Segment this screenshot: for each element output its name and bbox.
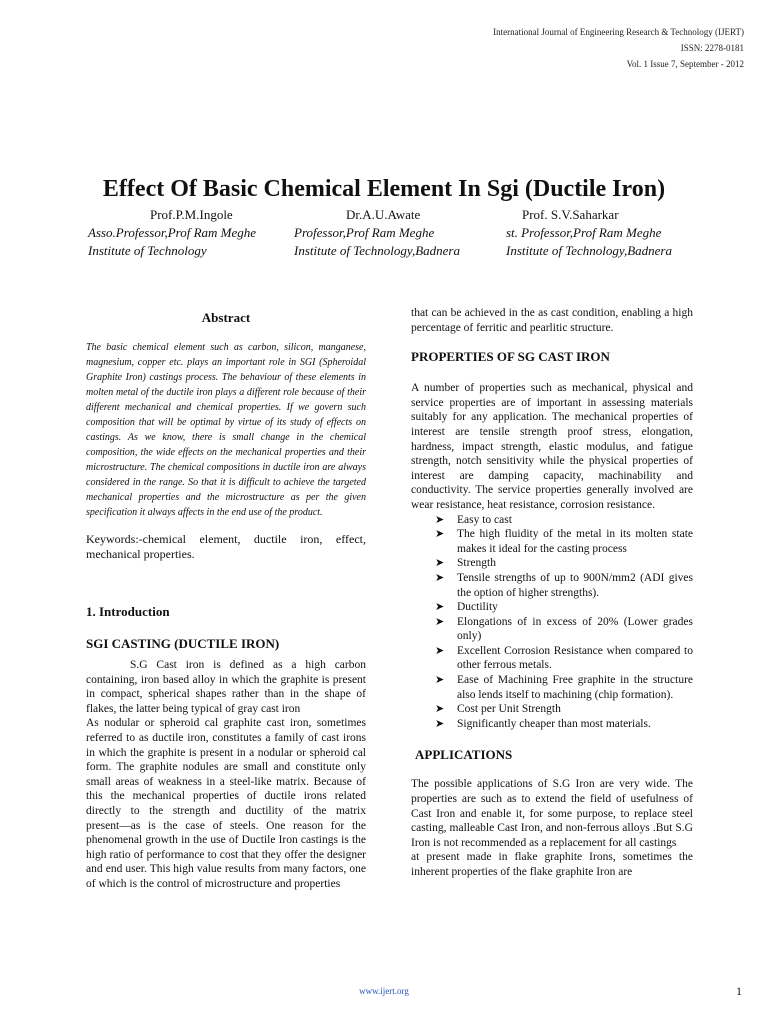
applications-paragraph-2: at present made in flake graphite Irons, sometimes the inherent properties of the flake graphite Iron are: [411, 851, 693, 878]
page-number: 1: [736, 984, 742, 998]
intro-paragraph-1: S.G Cast iron is defined as a high carbon containing, iron based alloy in which the graphite is present in compact, spherical shapes rather than in the shape of flakes, the latter being typical of gray cast iron: [86, 659, 366, 715]
author-affiliation-institute: Institute of Technology: [88, 243, 207, 258]
author-3: [506, 206, 706, 260]
author-affiliation: Asso.Professor,Prof Ram Meghe: [88, 225, 257, 240]
arrowhead-bullet-icon: ➤: [435, 644, 445, 657]
bullet-item: [435, 615, 693, 644]
bullet-item: [435, 556, 693, 571]
journal-name: International Journal of Engineering Research & Technology (IJERT): [493, 27, 744, 37]
author-affiliation-institute: Institute of Technology,Badnera: [294, 243, 460, 258]
bullet-text: The high fluidity of the metal in its molten state makes it ideal for the casting process: [457, 528, 693, 555]
right-column: [411, 306, 693, 880]
properties-bullet-list: [411, 513, 693, 732]
author-name: Dr.A.U.Awate: [346, 207, 421, 222]
bullet-item: [435, 571, 693, 600]
applications-heading: APPLICATIONS: [415, 747, 513, 763]
author-1: [88, 206, 298, 260]
sgi-casting-heading: SGI CASTING (DUCTILE IRON): [86, 636, 280, 651]
author-affiliation: st. Professor,Prof Ram Meghe: [506, 225, 662, 240]
bullet-text: Elongations of in excess of 20% (Lower grades only): [457, 615, 693, 643]
author-affiliation: Professor,Prof Ram Meghe: [294, 225, 435, 240]
bullet-item: [435, 717, 693, 732]
left-column: [86, 306, 366, 892]
bullet-text: Excellent Corrosion Resistance when compared to other ferrous metals.: [457, 644, 693, 672]
introduction-heading: 1. Introduction: [86, 604, 170, 619]
author-2: [294, 206, 504, 260]
bullet-text: Easy to cast: [457, 513, 512, 526]
journal-header: [344, 24, 744, 72]
bullet-item: [435, 673, 693, 702]
bullet-text: Cost per Unit Strength: [457, 703, 561, 716]
properties-paragraph: A number of properties such as mechanical, physical and service properties are of important in assessing materials suitably for any application. The mechanical properties of interest are tensile strength proof stress, elongation, hardness, impact strength, elastic modulus, and fatigue strength, notch sensitivity while the physical properties of interest are damping capacity, machinability and conductivity. The service properties generally involved are wear resistance, heat resistance, corrosion resistance.: [411, 382, 693, 511]
journal-issn: ISSN: 2278-0181: [680, 43, 744, 53]
footer-url[interactable]: www.ijert.org: [359, 986, 409, 996]
arrowhead-bullet-icon: ➤: [435, 615, 445, 628]
abstract-heading: Abstract: [201, 310, 251, 325]
author-block: [84, 206, 704, 266]
author-name: Prof.P.M.Ingole: [150, 207, 233, 222]
applications-paragraph-1: The possible applications of S.G Iron are very wide. The properties are such as to extend the field of usefulness of Cast Iron and enable it, for some purpose, to replace steel casting, malleable Cast Iron, and non-ferrous alloys .But S.G Iron is not recommended as a replacement for all castings: [411, 778, 693, 849]
author-affiliation-institute: Institute of Technology,Badnera: [506, 243, 672, 258]
bullet-text: Strength: [457, 557, 496, 570]
intro-paragraph-2: As nodular or spheroid cal graphite cast iron, sometimes referred to as ductile iron, constitutes a family of cast irons in which the graphite is present in a nodular or spheroid cal form. The graphite nodules are small and constitute only small areas of weakness in a steel-like matrix. Because of this the mechanical properties of ductile irons related directly to the strength and ductility of the matrix present―as is the case of steels. One reason for the phenomenal growth in the use of Ductile Iron castings is the high ratio of performance to cost that they offer the designer and end user. This high value results from many factors, one of which is the control of microstructure and properties: [86, 717, 366, 890]
journal-volume: Vol. 1 Issue 7, September - 2012: [626, 59, 744, 69]
properties-heading: PROPERTIES OF SG CAST IRON: [411, 349, 610, 365]
bullet-text: Ease of Machining Free graphite in the structure also lends itself to machining (chip formation).: [457, 674, 693, 701]
arrowhead-bullet-icon: ➤: [435, 571, 445, 584]
arrowhead-bullet-icon: ➤: [435, 557, 445, 570]
bullet-item: [435, 513, 693, 528]
arrowhead-bullet-icon: ➤: [435, 528, 445, 541]
arrowhead-bullet-icon: ➤: [435, 703, 445, 716]
arrowhead-bullet-icon: ➤: [435, 601, 445, 614]
bullet-item: [435, 702, 693, 717]
bullet-text: Significantly cheaper than most materials.: [457, 717, 651, 730]
abstract-text: The basic chemical element such as carbon, silicon, manganese, magnesium, copper etc. plays an important role in SGI (Spheroidal Graphite Iron) castings process. The behaviour of these elements in molten metal of the ductile iron plays a different role because of their different mechanical and chemical properties. If we govern such composition that will be optimal by virtue of its study of effects on castings. As we know, there is small change in the chemical composition, the wide effects on the mechanical properties and their microstructure. The chemical compositions in ductile iron are always considered in the range. So that it is difficult to achieve the targeted mechanical properties and the microstructure as per the given specification it always affects in the end use of the product.: [86, 342, 366, 518]
continued-paragraph: that can be achieved in the as cast condition, enabling a high percentage of ferritic and pearlitic structure.: [411, 307, 693, 334]
bullet-item: [435, 600, 693, 615]
bullet-item: [435, 644, 693, 673]
paper-title: Effect Of Basic Chemical Element In Sgi (Ductile Iron): [102, 176, 666, 202]
arrowhead-bullet-icon: ➤: [435, 513, 445, 526]
arrowhead-bullet-icon: ➤: [435, 674, 445, 687]
author-name: Prof. S.V.Saharkar: [522, 207, 619, 222]
bullet-text: Tensile strengths of up to 900N/mm2 (ADI gives the option of higher strengths).: [457, 571, 693, 599]
arrowhead-bullet-icon: ➤: [435, 717, 445, 730]
keywords: Keywords:-chemical element, ductile iron, effect, mechanical properties.: [86, 532, 366, 561]
bullet-item: [435, 527, 693, 556]
bullet-text: Ductility: [457, 601, 498, 614]
